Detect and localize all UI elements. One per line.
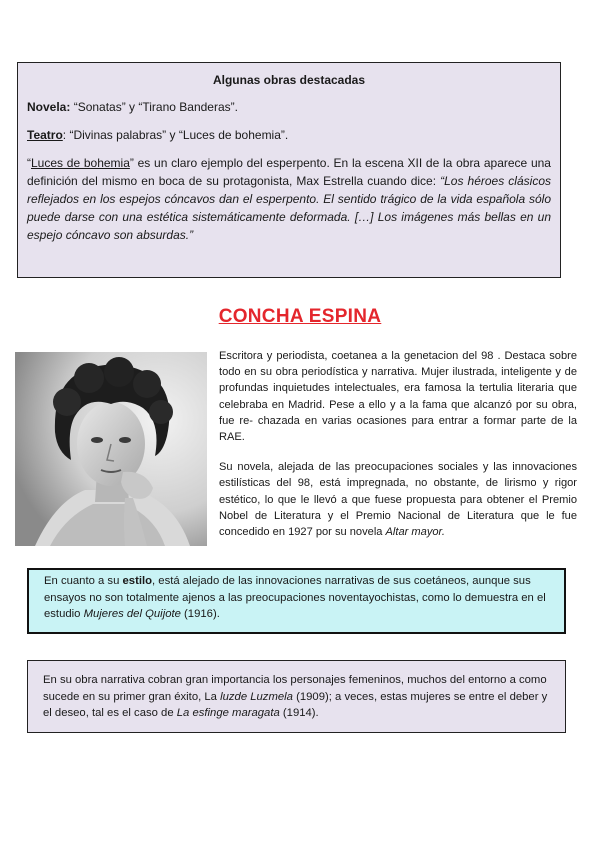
featured-works-title: Algunas obras destacadas xyxy=(212,73,366,87)
concha-espina-title: CONCHA ESPINA xyxy=(218,306,382,327)
luces-open-quote: “ xyxy=(27,156,31,170)
altar-mayor-title: Altar mayor. xyxy=(385,526,445,539)
portrait-photo xyxy=(15,352,207,546)
biography xyxy=(219,348,577,554)
esfinge-maragata-title: La esfinge maragata xyxy=(176,707,280,719)
teatro-label: Teatro xyxy=(27,128,63,142)
style-pre: En cuanto a su xyxy=(44,575,123,587)
luces-text: ” es un claro ejemplo del esperpento. En la escena XII de la obra aparece una definición del mismo en boca de su protagonista, Max Estrella cuando dice: xyxy=(27,156,551,188)
narrative-text-1: En su obra narrativa cobran gran importancia los personajes femeninos, muchos del entorno a como sucede en su primer gran éxito, La xyxy=(43,674,547,703)
max-estrella-quote: “Los héroes clásicos reflejados en los espejos cóncavos dan el esperpento. El sentido trágico de la vida española sólo puede darse con una estética sistemáticamente deformada. […] Los imágenes más bellas en un espejo cóncavo son absurdas.” xyxy=(27,174,551,242)
bio-paragraph-1: Escritora y periodista, coetanea a la genetacion del 98 . Destaca sobre todo en su obra periodística y narrativa. Mujer ilustrada, inteligente y de profundas inquietudes intelectuales, era famosa la tertulia literaria que celebraba en Madrid. Pese a ello y a la fama que alcanzó por su obra, fue re- chazada en varias ocasiones para entrar a formar parte de la RAE. xyxy=(219,350,577,444)
style-box xyxy=(27,568,566,634)
luces-link[interactable]: Luces de bohemia xyxy=(31,156,130,170)
bio-paragraph-2-text: Su novela, alejada de las preocupaciones sociales y las innovaciones estilísticas del 98, está impregnada, no obstante, de lirismo y rigor estético, lo que le llevó a que fuese propuesta para obtener el Premio Nobel de Literatura y el Premio Nacional de Literatura que le fue concedido en 1927 por su novela xyxy=(219,461,577,539)
luces-paragraph xyxy=(27,154,551,244)
narrative-text-2: (1909); a veces, estas mujeres se entre el deber y el deseo, tal es el caso de xyxy=(43,690,548,719)
bio-paragraph-2 xyxy=(219,459,577,540)
mujeres-quijote-title: Mujeres del Quijote xyxy=(83,608,181,620)
style-text: , está alejado de las innovaciones narrativas de sus coetáneos, aunque sus ensayos no son totalmente ajenos a las preocupaciones noventayochistas, como lo demuestra en el estudio xyxy=(44,575,546,620)
portrait-image xyxy=(15,352,207,546)
featured-works-box xyxy=(17,62,561,278)
narrative-text-3: (1914). xyxy=(279,707,319,719)
teatro-line xyxy=(27,126,551,144)
style-post: (1916). xyxy=(180,608,220,620)
narrative-box xyxy=(27,660,566,733)
teatro-text: : “Divinas palabras” y “Luces de bohemia”. xyxy=(62,128,289,142)
section-heading xyxy=(0,306,600,328)
novela-line xyxy=(27,98,551,116)
novela-text: “Sonatas” y “Tirano Banderas”. xyxy=(70,100,238,114)
novela-label: Novela: xyxy=(27,100,71,114)
luzmela-title: luzde Luzmela xyxy=(220,690,293,703)
style-bold: estilo xyxy=(122,575,153,587)
